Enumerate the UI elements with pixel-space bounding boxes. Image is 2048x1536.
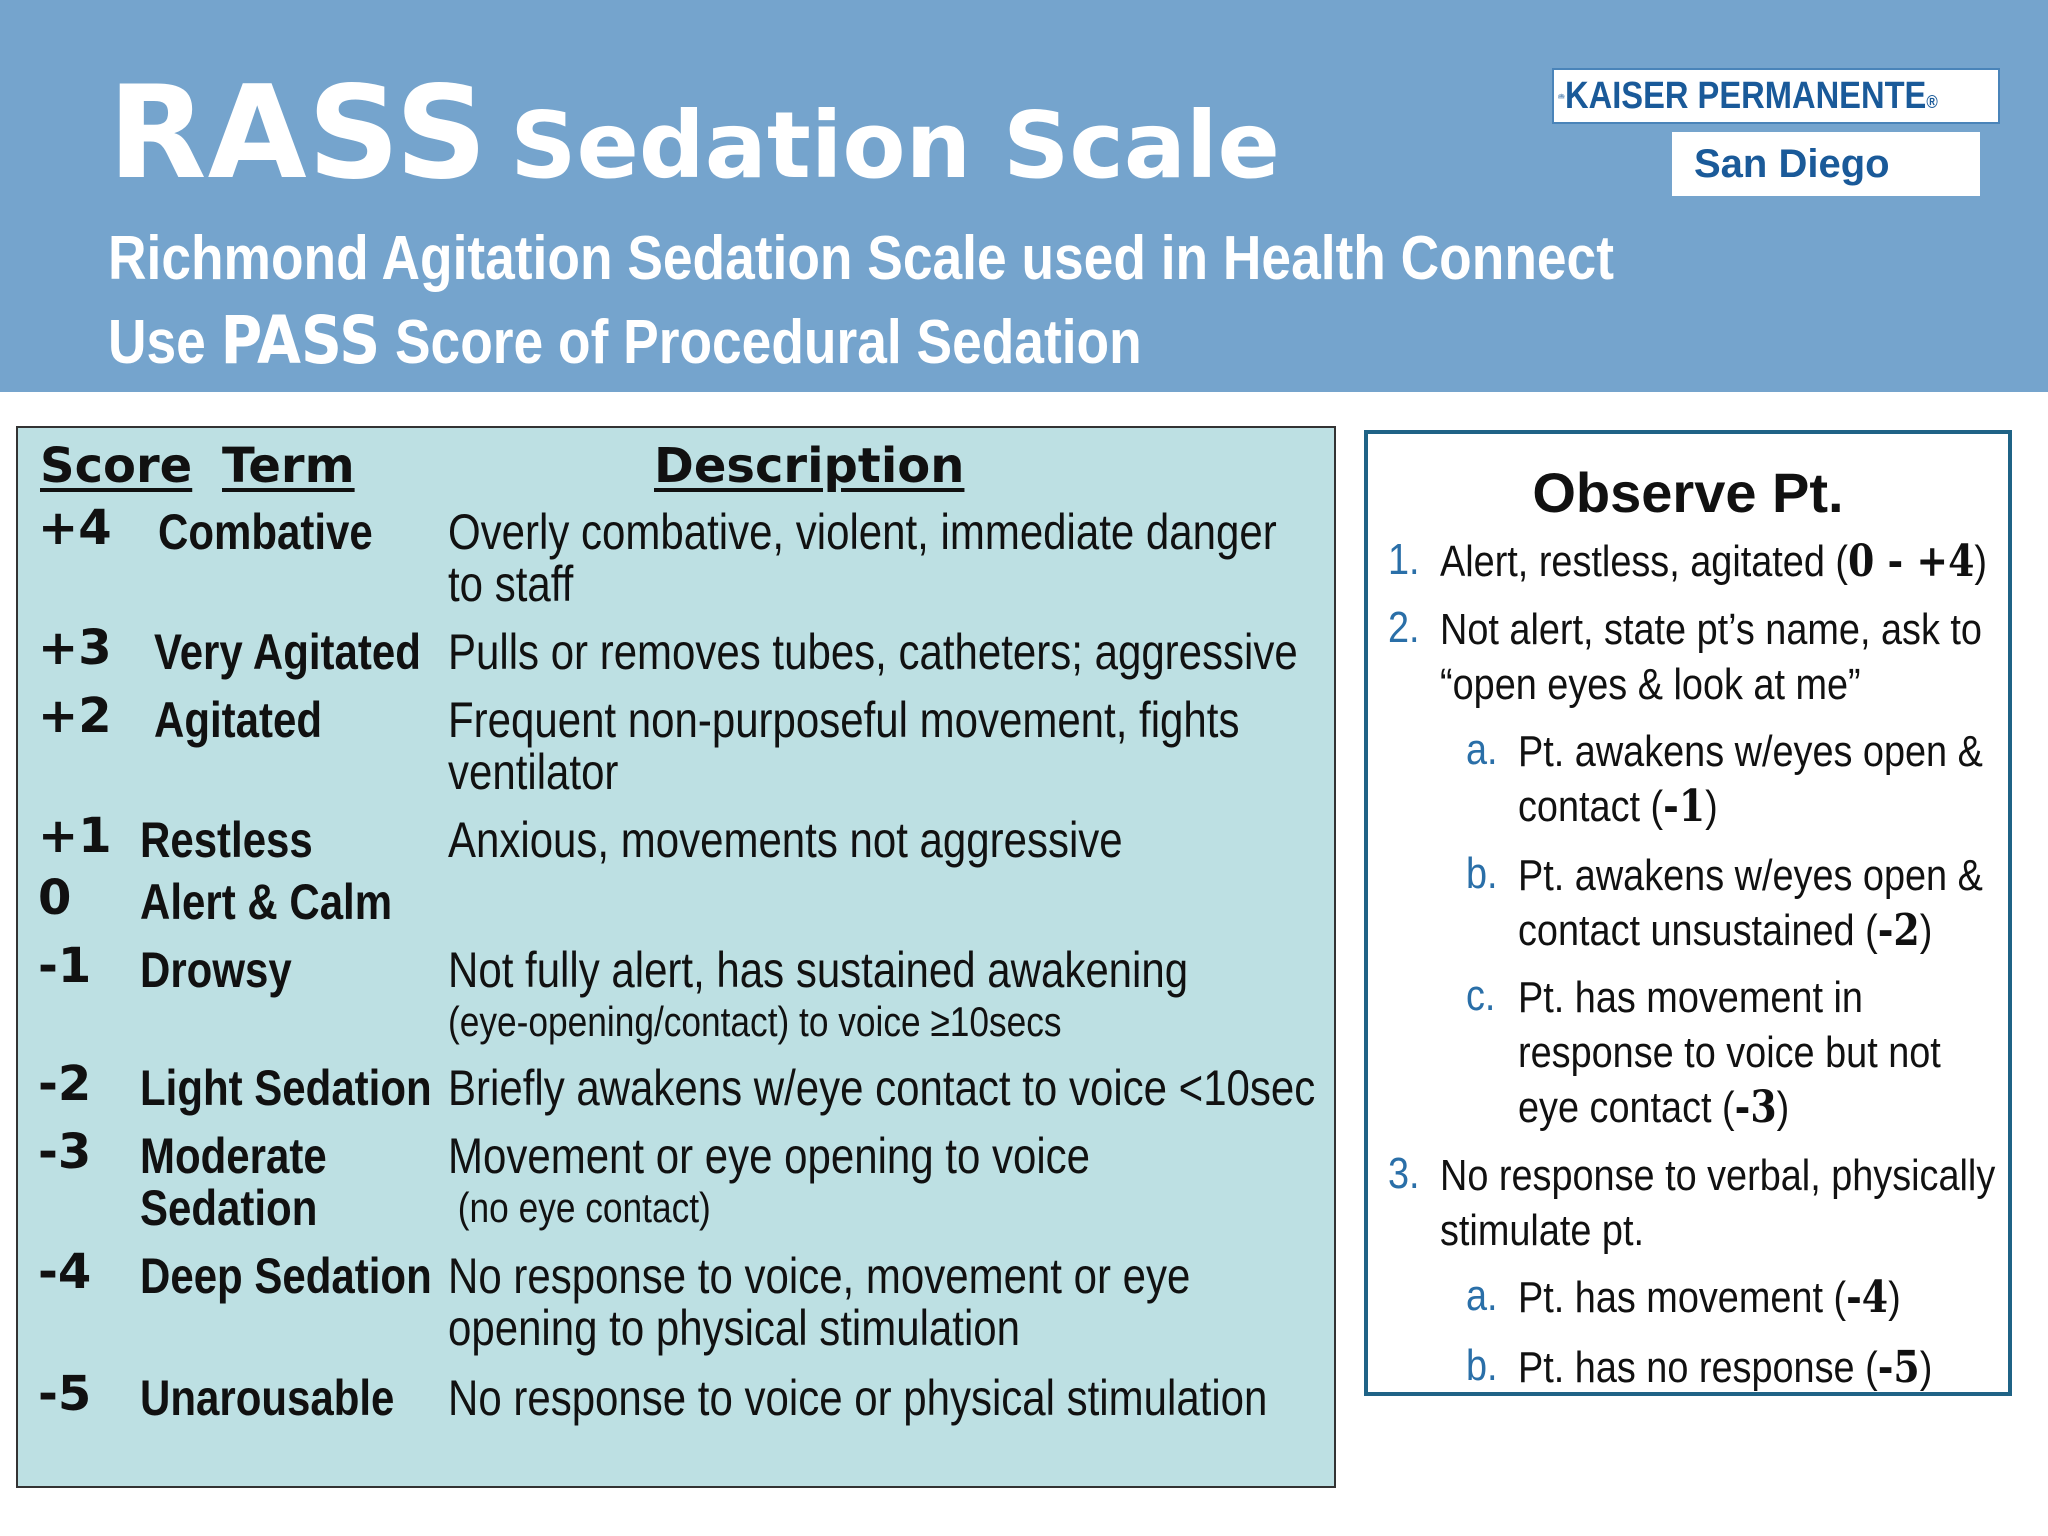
- row-description-line: No response to voice, movement or eye: [448, 1248, 1191, 1304]
- registered-mark: ®: [1925, 91, 1938, 112]
- row-term: Very Agitated: [154, 624, 421, 680]
- row-description-line: Not fully alert, has sustained awakening: [448, 942, 1189, 998]
- title-sedation-scale: Sedation Scale: [510, 92, 1280, 199]
- row-term: Alert & Calm: [140, 874, 393, 930]
- row-term-line: Sedation: [140, 1180, 318, 1236]
- kaiser-people-icon: [1558, 72, 1565, 120]
- row-description-line: ventilator: [448, 744, 619, 800]
- row-score: -3: [38, 1124, 92, 1180]
- list-marker: 3.: [1388, 1149, 1420, 1198]
- row-description: [448, 1250, 1190, 1354]
- list-item-text: Pt. has no response (-5): [1518, 1342, 1933, 1393]
- observe-panel: [1364, 430, 2012, 1396]
- row-description: [448, 694, 1239, 798]
- row-score: -2: [38, 1056, 92, 1112]
- row-term: [140, 1130, 327, 1234]
- row-description-line: No response to voice or physical stimulation: [448, 1370, 1268, 1426]
- row-description-line: (eye-opening/contact) to voice ≥10secs: [448, 998, 1062, 1045]
- subtitle-rass-full: Richmond Agitation Sedation Scale used in Health Connect: [108, 224, 1614, 293]
- row-score: 0: [38, 870, 72, 926]
- row-description-line: Briefly awakens w/eye contact to voice <10sec: [448, 1060, 1316, 1116]
- row-description: [448, 506, 1277, 610]
- page-title: [108, 59, 1280, 208]
- row-description-line: Pulls or removes tubes, catheters; aggressive: [448, 624, 1298, 680]
- list-item-text: Not alert, state pt’s name, ask to “open eyes & look at me”: [1440, 605, 1982, 709]
- list-marker: b.: [1466, 849, 1498, 898]
- rass-table-panel: [16, 426, 1336, 1488]
- list-item-text: Alert, restless, agitated (0 - +4): [1440, 536, 1988, 587]
- column-header-description: Description: [654, 438, 965, 494]
- list-item-text: Pt. has movement (-4): [1518, 1272, 1901, 1323]
- row-description: [448, 1130, 1090, 1234]
- row-description-line: to staff: [448, 556, 574, 612]
- row-description: [448, 814, 1123, 866]
- row-score: +3: [38, 620, 112, 676]
- row-description-line: Overly combative, violent, immediate danger: [448, 504, 1277, 560]
- row-term: Light Sedation: [140, 1060, 432, 1116]
- row-score: -1: [38, 938, 92, 994]
- list-item-text: Pt. awakens w/eyes open & contact unsustained (-2): [1518, 851, 1983, 956]
- list-marker: a.: [1466, 725, 1498, 774]
- row-term: Drowsy: [140, 942, 292, 998]
- list-item-text: Pt. has movement in response to voice but not eye contact (-3): [1518, 973, 1941, 1133]
- row-description-line: Frequent non-purposeful movement, fights: [448, 692, 1240, 748]
- row-description: [448, 1062, 1315, 1114]
- row-description: [448, 626, 1298, 678]
- subtitle-pass-bold: PASS: [220, 302, 381, 379]
- subtitle-pass-pre: Use: [108, 308, 206, 377]
- list-item-text: No response to verbal, physically stimulate pt.: [1440, 1151, 1996, 1255]
- row-description-line: Anxious, movements not aggressive: [448, 812, 1123, 868]
- row-score: +1: [38, 808, 112, 864]
- list-marker: b.: [1466, 1341, 1498, 1390]
- row-description-line: (no eye contact): [448, 1184, 711, 1231]
- row-score: +2: [38, 688, 112, 744]
- kaiser-logo: [1552, 68, 2000, 124]
- column-header-score: Score: [40, 438, 193, 494]
- row-term: Deep Sedation: [140, 1248, 432, 1304]
- subtitle-pass-post: Score of Procedural Sedation: [394, 308, 1142, 377]
- subtitle-pass: [108, 302, 1142, 379]
- observe-title: Observe Pt.: [1532, 461, 1844, 524]
- row-term: Restless: [140, 812, 313, 868]
- column-header-term: Term: [222, 438, 355, 494]
- header-banner: [0, 0, 2048, 392]
- kaiser-region-box: [1672, 132, 1980, 196]
- kaiser-region-text: San Diego: [1694, 141, 1890, 186]
- list-marker: c.: [1466, 971, 1496, 1020]
- title-rass: RASS: [108, 59, 489, 208]
- list-item-text: Pt. awakens w/eyes open & contact (-1): [1518, 727, 1983, 832]
- row-term: Agitated: [154, 692, 322, 748]
- row-term-line: Moderate: [140, 1128, 327, 1184]
- row-term: Unarousable: [140, 1370, 395, 1426]
- list-marker: 1.: [1388, 535, 1420, 584]
- row-score: -4: [38, 1244, 92, 1300]
- row-description: [448, 944, 1188, 1048]
- row-score: -5: [38, 1366, 92, 1422]
- list-marker: a.: [1466, 1271, 1498, 1320]
- row-description-line: opening to physical stimulation: [448, 1300, 1021, 1356]
- kaiser-brand-text: KAISER PERMANENTE®: [1564, 74, 1938, 117]
- row-score: +4: [38, 500, 112, 556]
- row-term: Combative: [158, 504, 373, 560]
- row-description-line: Movement or eye opening to voice: [448, 1128, 1091, 1184]
- row-description: [448, 1372, 1267, 1424]
- list-marker: 2.: [1388, 603, 1420, 652]
